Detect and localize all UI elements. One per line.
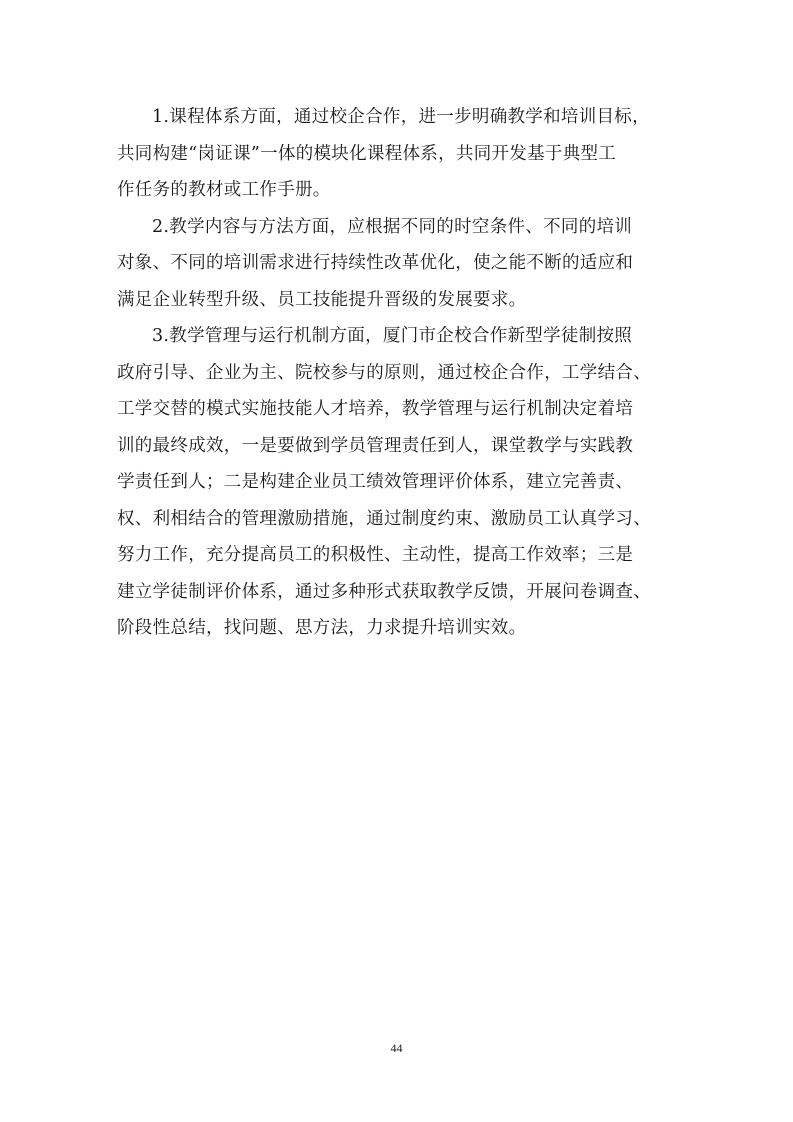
text-line: 作任务的教材或工作手册。 bbox=[117, 180, 331, 200]
paragraph-teaching-content bbox=[117, 209, 673, 319]
text-line: 建立学徒制评价体系，通过多种形式获取教学反馈，开展问卷调查、 bbox=[117, 581, 651, 602]
text-line: 3.教学管理与运行机制方面，厦门市企校合作新型学徒制按照 bbox=[152, 326, 633, 346]
text-line: 努力工作，充分提高员工的积极性、主动性，提高工作效率；三是 bbox=[117, 545, 634, 565]
text-line: 阶段性总结，找问题、思方法，力求提升培训实效。 bbox=[117, 618, 527, 638]
text-line: 政府引导、企业为主、院校参与的原则，通过校企合作，工学结合、 bbox=[117, 362, 651, 383]
text-line: 权、利相结合的管理激励措施，通过制度约束、激励员工认真学习、 bbox=[117, 508, 651, 529]
text-line: 满足企业转型升级、员工技能提升晋级的发展要求。 bbox=[117, 289, 527, 310]
paragraph-curriculum-system bbox=[117, 99, 673, 209]
text-line: 对象、不同的培训需求进行持续性改革优化，使之能不断的适应和 bbox=[117, 253, 634, 273]
document-body bbox=[117, 99, 673, 647]
text-line: 学责任到人；二是构建企业员工绩效管理评价体系，建立完善责、 bbox=[117, 472, 634, 492]
paragraph-teaching-management bbox=[117, 318, 673, 647]
text-line: 共同构建“岗证课”一体的模块化课程体系，共同开发基于典型工 bbox=[117, 143, 617, 164]
text-line: 1.课程体系方面，通过校企合作，进一步明确教学和培训目标， bbox=[152, 107, 650, 127]
text-line: 训的最终成效，一是要做到学员管理责任到人，课堂教学与实践教 bbox=[117, 435, 634, 456]
text-line: 2.教学内容与方法方面，应根据不同的时空条件、不同的培训 bbox=[152, 216, 633, 237]
text-line: 工学交替的模式实施技能人才培养，教学管理与运行机制决定着培 bbox=[117, 399, 634, 419]
page-number: 44 bbox=[390, 1041, 403, 1055]
